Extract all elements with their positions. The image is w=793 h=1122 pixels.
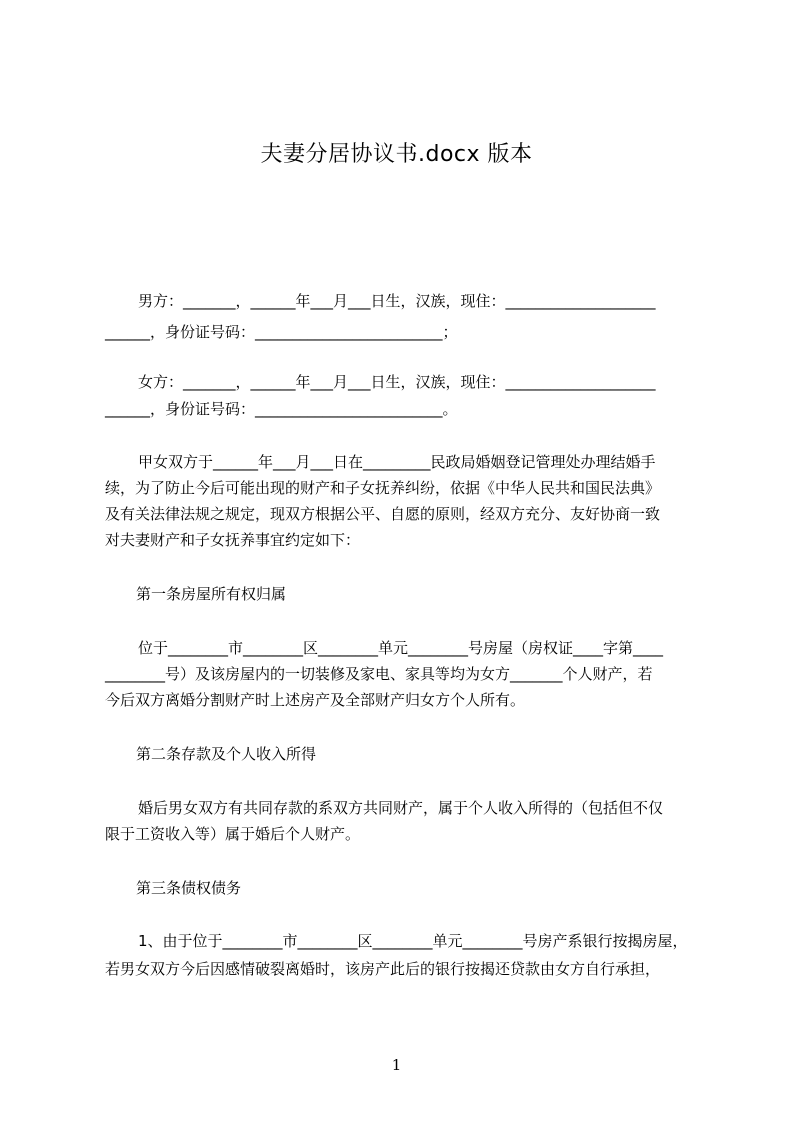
- debts-paragraph-line: 1、由于位于________市________区________单元________号房产系银行按揭房屋，: [138, 932, 688, 950]
- property-paragraph-line: 位于________市________区________单元________号房屋（房权证____字第____: [138, 639, 664, 657]
- marriage-paragraph-line: 及有关法律法规之规定，现双方根据公平、自愿的原则，经双方充分、友好协商一致: [105, 505, 661, 523]
- marriage-paragraph-line: 甲女双方于______年___月___日在_________民政局婚姻登记管理处办理结婚手: [138, 453, 656, 471]
- marriage-paragraph-line: 对夫妻财产和子女抚养事宜约定如下：: [105, 531, 361, 549]
- marriage-paragraph-line: 续，为了防止今后可能出现的财产和子女抚养纠纷，依据《中华人民共和国民法典》: [105, 479, 661, 497]
- property-paragraph-line: 今后双方离婚分割财产时上述房产及全部财产归女方个人所有。: [105, 691, 526, 709]
- debts-paragraph-line: 若男女双方今后因感情破裂离婚时，该房产此后的银行按揭还贷款由女方自行承担，: [105, 960, 661, 978]
- document-title: 夫妻分居协议书.docx 版本: [260, 142, 533, 167]
- section-heading-savings: 第二条存款及个人收入所得: [136, 745, 317, 763]
- savings-paragraph-line: 婚后男女双方有共同存款的系双方共同财产，属于个人收入所得的（包括但不仅: [138, 799, 664, 817]
- property-paragraph-line: ________号）及该房屋内的一切装修及家电、家具等均为女方_______个人财产，若: [105, 665, 653, 683]
- male-party-line: 男方：_______，______年___月___日生，汉族，现住：____________________: [138, 292, 656, 310]
- female-party-id-line: ______，身份证号码：_________________________。: [105, 400, 458, 418]
- savings-paragraph-line: 限于工资收入等）属于婚后个人财产。: [105, 825, 361, 843]
- section-heading-debts: 第三条债权债务: [136, 879, 242, 897]
- section-heading-property: 第一条房屋所有权归属: [136, 585, 287, 603]
- page-number: 1: [391, 1056, 402, 1074]
- female-party-line: 女方：_______，______年___月___日生，汉族，现住：____________________: [138, 373, 656, 391]
- male-party-id-line: ______，身份证号码：_________________________；: [105, 323, 458, 341]
